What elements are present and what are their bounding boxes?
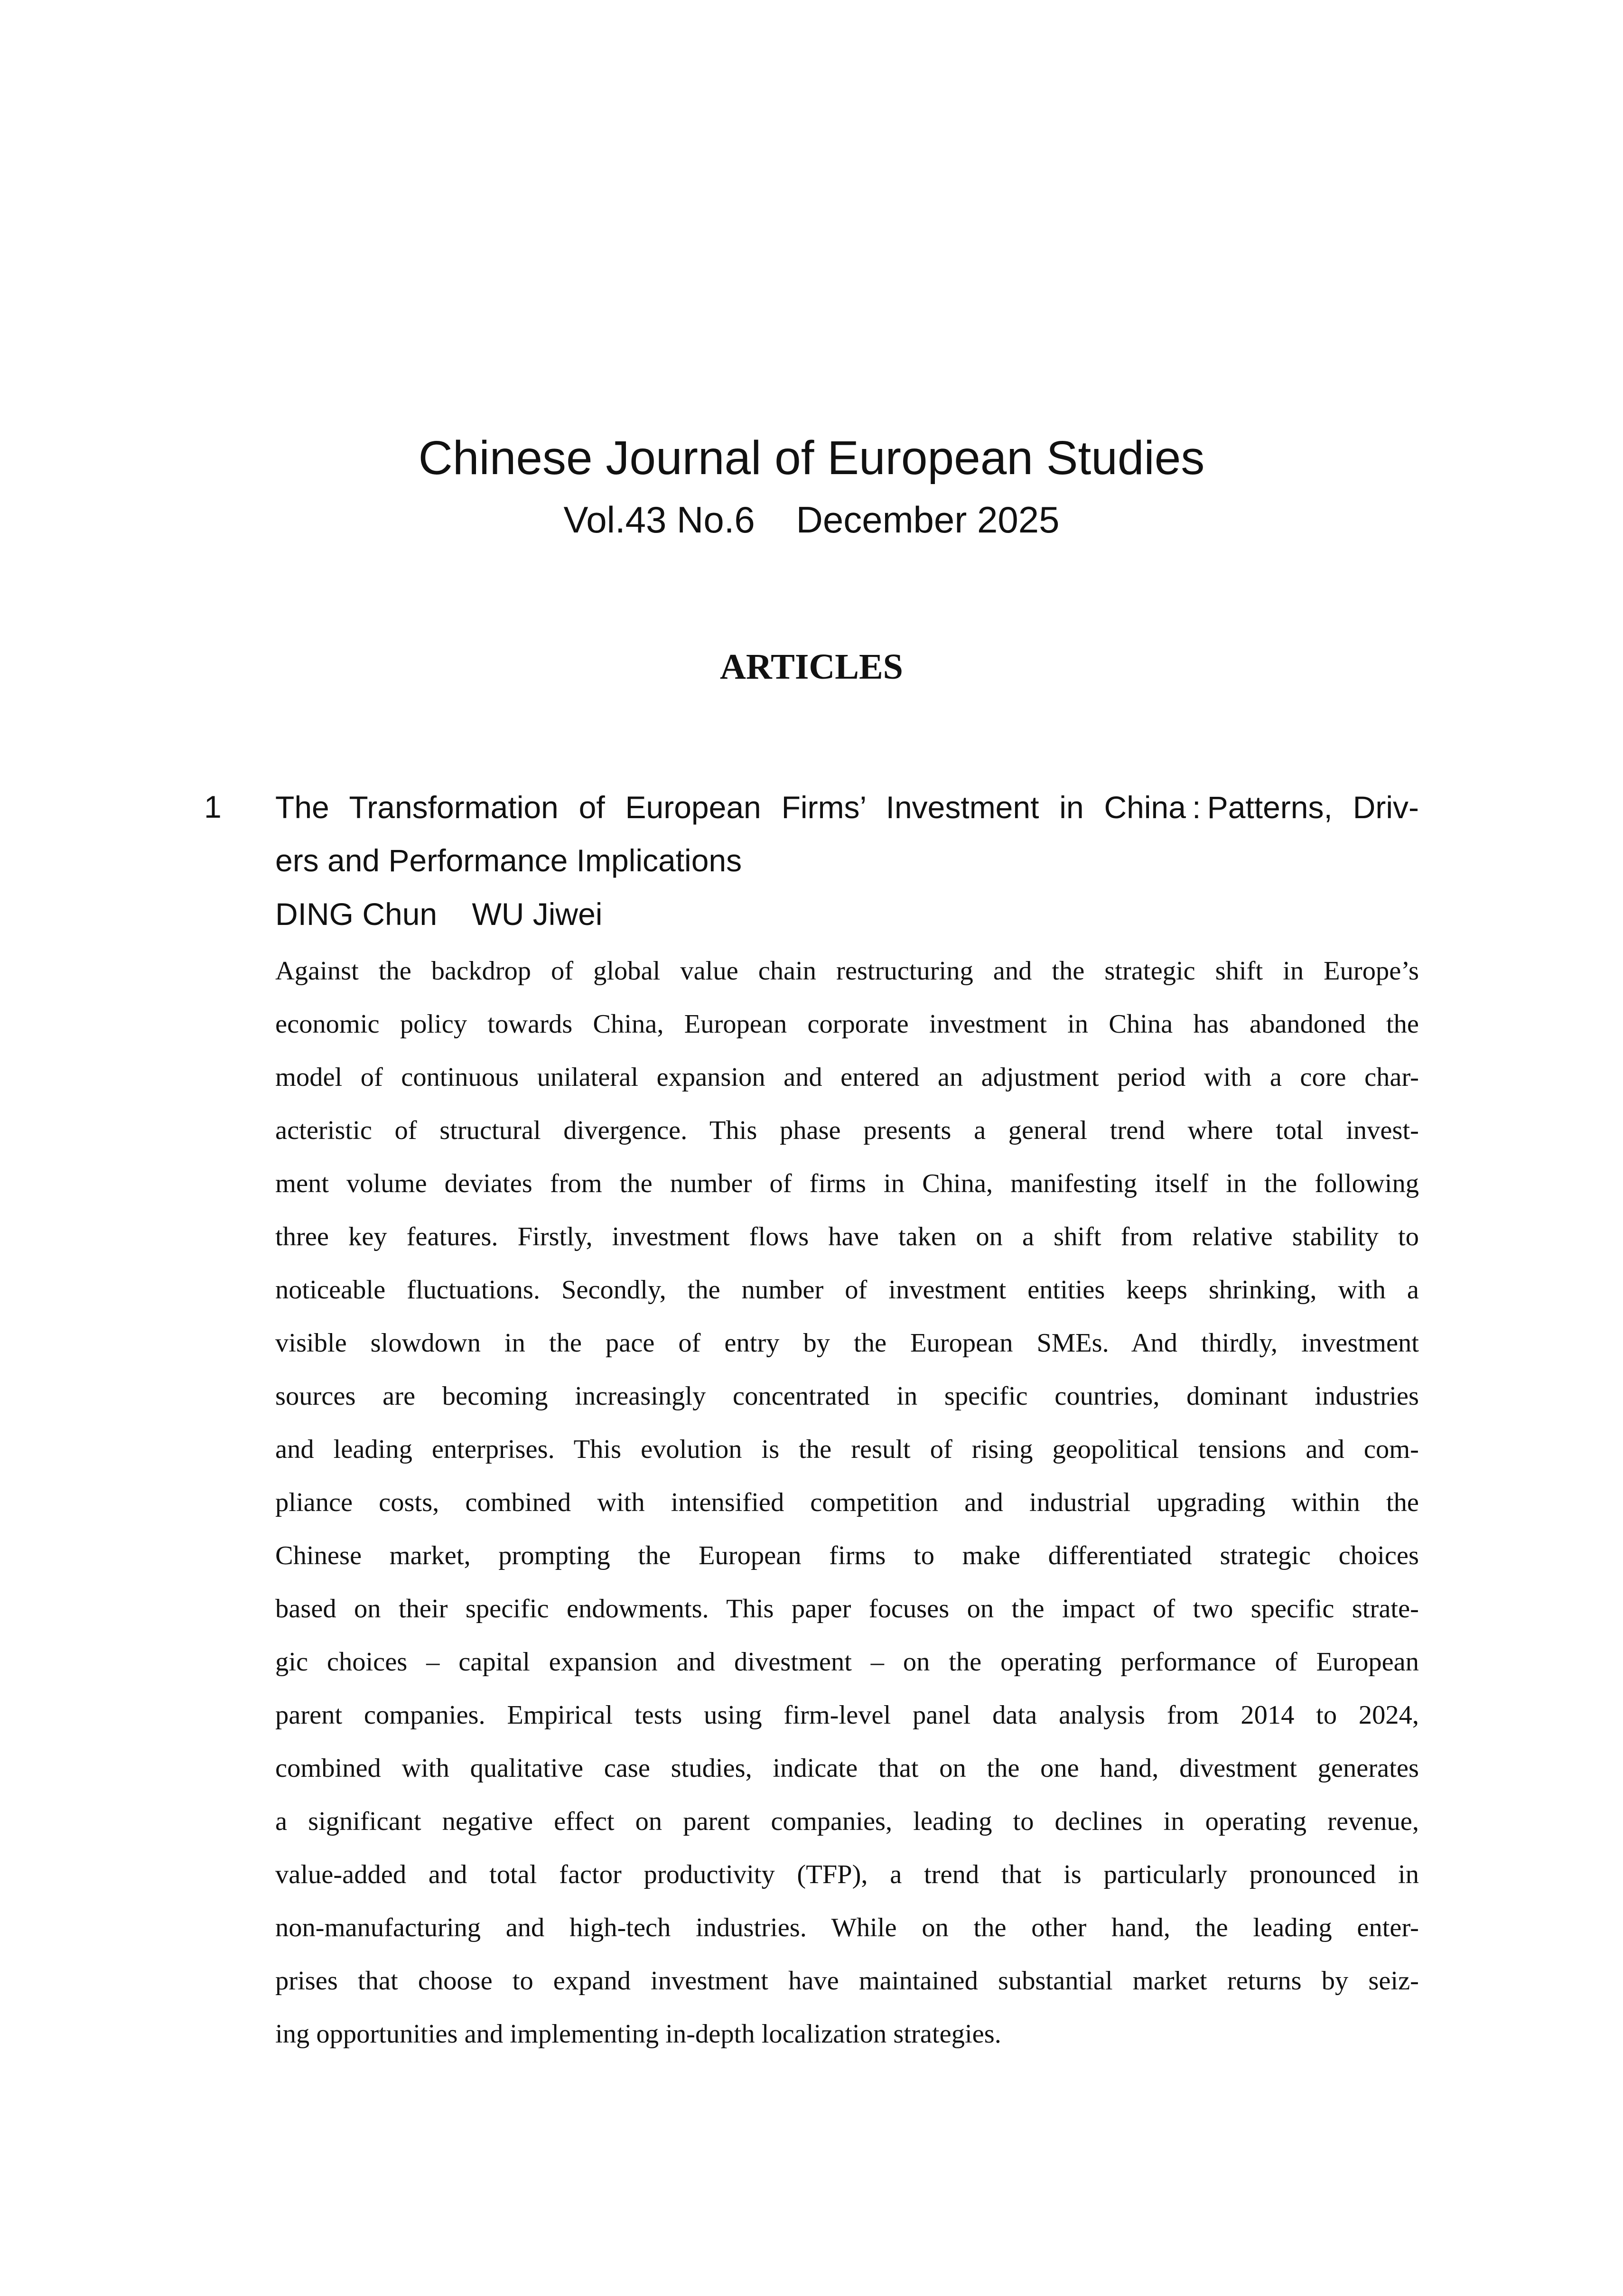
abstract-line: Against the backdrop of global value chain restructuring and the strategic shift in Europe’s [275,956,1419,986]
article-authors: DING Chun WU Jiwei [275,896,603,932]
article-abstract [275,944,1419,2061]
article-title-line: ers and Performance Implications [275,843,742,878]
abstract-line: gic choices – capital expansion and divestment – on the operating performance of European [275,1647,1419,1677]
abstract-line: non-manufacturing and high-tech industries. While on the other hand, the leading enter- [275,1913,1419,1942]
journal-title: Chinese Journal of European Studies [418,431,1205,485]
abstract-line: pliance costs, combined with intensified competition and industrial upgrading within the [275,1488,1419,1517]
abstract-line: three key features. Firstly, investment flows have taken on a shift from relative stability to [275,1222,1419,1251]
article-title-line: The Transformation of European Firms’ Investment in China : Patterns, Driv- [275,790,1419,825]
abstract-line: combined with qualitative case studies, indicate that on the one hand, divestment generates [275,1754,1419,1783]
abstract-line: noticeable fluctuations. Secondly, the number of investment entities keeps shrinking, with a [275,1275,1419,1305]
section-heading: ARTICLES [720,647,903,687]
abstract-line: parent companies. Empirical tests using firm-level panel data analysis from 2014 to 2024, [275,1700,1419,1730]
abstract-line: and leading enterprises. This evolution is the result of rising geopolitical tensions and com- [275,1435,1419,1464]
abstract-line: visible slowdown in the pace of entry by the European SMEs. And thirdly, investment [275,1328,1419,1358]
abstract-line: model of continuous unilateral expansion and entered an adjustment period with a core char- [275,1063,1419,1092]
abstract-line: Chinese market, prompting the European firms to make differentiated strategic choices [275,1541,1419,1570]
abstract-line: value-added and total factor productivity (TFP), a trend that is particularly pronounced in [275,1860,1419,1889]
abstract-line: based on their specific endowments. This paper focuses on the impact of two specific strate- [275,1594,1419,1624]
abstract-line: a significant negative effect on parent companies, leading to declines in operating revenue, [275,1807,1419,1836]
article-page-number: 1 [204,789,222,824]
journal-issue: Vol.43 No.6 December 2025 [563,499,1060,541]
abstract-line: sources are becoming increasingly concentrated in specific countries, dominant industries [275,1381,1419,1411]
abstract-line: ment volume deviates from the number of firms in China, manifesting itself in the following [275,1169,1419,1198]
abstract-line: acteristic of structural divergence. This phase presents a general trend where total invest- [275,1116,1419,1145]
abstract-line: economic policy towards China, European corporate investment in China has abandoned the [275,1009,1419,1039]
abstract-line: ing opportunities and implementing in-depth localization strategies. [275,2019,1001,2049]
article-title[interactable] [275,781,1419,887]
abstract-line: prises that choose to expand investment have maintained substantial market returns by seiz- [275,1966,1419,1996]
